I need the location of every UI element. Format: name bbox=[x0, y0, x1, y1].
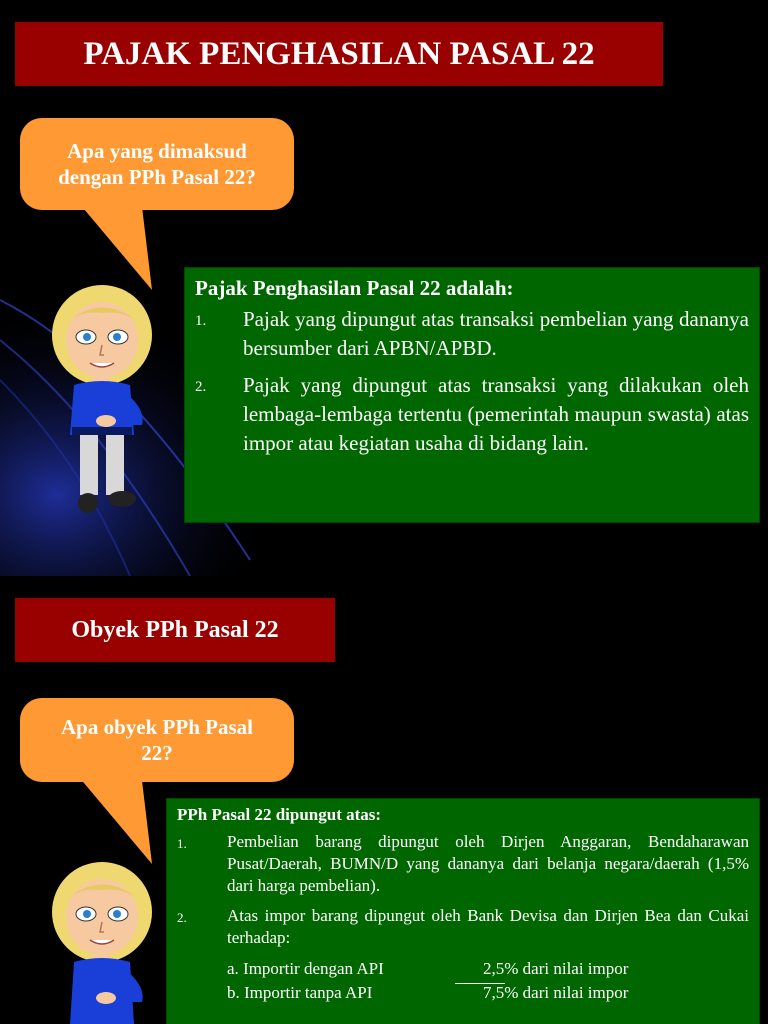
slide-1-title: PAJAK PENGHASILAN PASAL 22 bbox=[15, 22, 663, 86]
definition-box bbox=[184, 267, 760, 523]
object-heading: PPh Pasal 22 dipungut atas: bbox=[177, 805, 382, 824]
sub-item-b: b. Importir tanpa API 7,5% dari nilai impor bbox=[227, 983, 629, 1002]
object-box bbox=[166, 798, 760, 1024]
definition-heading: Pajak Penghasilan Pasal 22 adalah: bbox=[195, 276, 514, 300]
sub-item-a: a. Importir dengan API 2,5% dari nilai impor bbox=[227, 959, 629, 978]
list-item: 1. Pembelian barang dipungut oleh Dirjen Anggaran, Bendaharawan Pusat/Daerah, BUMN/D yang dananya dari belanja negara/daerah (1,5% dari harga pembelian). bbox=[177, 832, 749, 895]
slide-2 bbox=[0, 576, 768, 1024]
list-item: 2. Atas impor barang dipungut oleh Bank Devisa dan Dirjen Bea dan Cukai terhadap: bbox=[177, 906, 749, 947]
list-item: 1. Pajak yang dipungut atas transaksi pembelian yang dananya bersumber dari APBN/APBD. bbox=[195, 307, 749, 360]
question-bubble-1: Apa yang dimaksud dengan PPh Pasal 22? bbox=[20, 118, 294, 210]
list-item: 2. Pajak yang dipungut atas transaksi yang dilakukan oleh lembaga-lembaga tertentu (pemerintah maupun swasta) atas impor atau kegiatan usaha di bidang lain. bbox=[195, 373, 749, 455]
slide-2-title: Obyek PPh Pasal 22 bbox=[15, 598, 335, 662]
cartoon-woman-icon bbox=[46, 862, 158, 1024]
question-bubble-2: Apa obyek PPh Pasal 22? bbox=[20, 698, 294, 782]
cartoon-woman-icon bbox=[46, 285, 158, 520]
annotation-line bbox=[455, 983, 505, 984]
